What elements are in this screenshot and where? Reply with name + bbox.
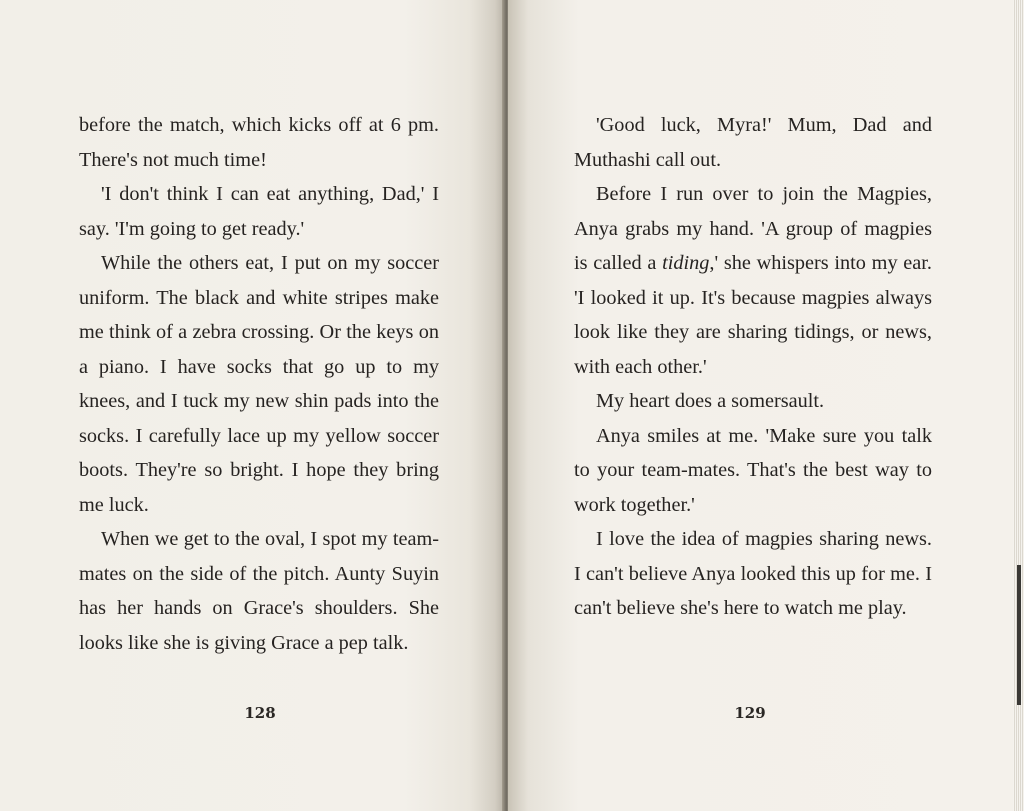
left-page-text: [79, 108, 439, 660]
italic-word: tiding: [662, 252, 710, 274]
paragraph: before the match, which kicks off at 6 pm. There's not much time!: [79, 114, 439, 171]
right-page-text: [574, 108, 932, 626]
paragraph: 'I don't think I can eat anything, Dad,' I say. 'I'm going to get ready.': [79, 183, 439, 240]
paragraph-text: ,' she whispers into my ear. 'I looked it up. It's because magpies always look like they are sharing tidings, or news, with each other.': [574, 252, 932, 378]
left-page: [0, 0, 505, 811]
paragraph: Anya smiles at me. 'Make sure you talk to your team-mates. That's the best way to work together.': [574, 424, 932, 516]
paragraph-text: Before I run over to join the Magpies, Anya grabs my hand. 'A group of magpies is called a: [574, 183, 932, 274]
page-number: 128: [244, 704, 276, 722]
right-page: [508, 0, 1016, 811]
paragraph: While the others eat, I put on my soccer uniform. The black and white stripes make me think of a zebra crossing. Or the keys on a piano. I have socks that go up to my knees, and I tuck my new shin pads into the socks. I carefully lace up my yellow soccer boots. They're so bright. I hope they bring me luck.: [79, 252, 439, 516]
paragraph: When we get to the oval, I spot my team-mates on the side of the pitch. Aunty Suyin has her hands on Grace's shoulders. She looks like she is giving Grace a pep talk.: [79, 528, 439, 654]
paragraph: My heart does a somersault.: [596, 390, 825, 412]
book-cover-edge: [1017, 565, 1021, 705]
paragraph: [574, 177, 932, 384]
paragraph: I love the idea of magpies sharing news. I can't believe Anya looked this up for me. I can't believe she's here to watch me play.: [574, 528, 932, 619]
page-edges: [1013, 0, 1024, 811]
paragraph: 'Good luck, Myra!' Mum, Dad and Muthashi call out.: [574, 114, 932, 171]
page-number: 129: [734, 704, 766, 722]
